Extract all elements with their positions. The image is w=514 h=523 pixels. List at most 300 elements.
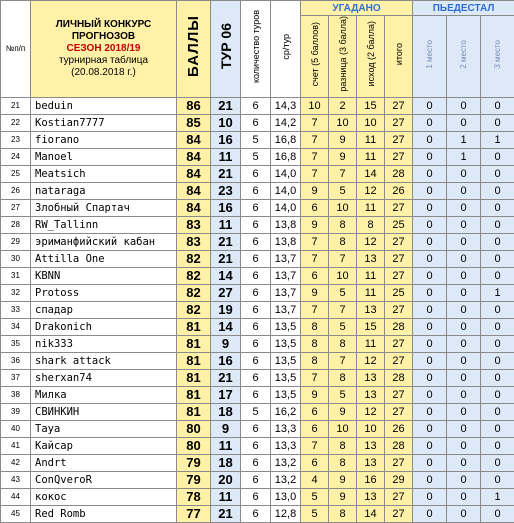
tours-count: 5 [241,131,271,148]
header-tours-count: количество туров [241,1,271,98]
tour-score: 21 [211,250,241,267]
player-name: Kostian7777 [31,114,177,131]
player-name: Милка [31,386,177,403]
second-place-count: 0 [447,284,481,301]
exact-score-count: 8 [301,335,329,352]
guessed-total: 25 [385,284,413,301]
total-score: 84 [177,131,211,148]
first-place-count: 0 [413,352,447,369]
difference-count: 8 [329,505,357,522]
outcome-count: 14 [357,505,385,522]
row-number: 34 [1,318,31,335]
tour-score: 18 [211,454,241,471]
player-name: sherxan74 [31,369,177,386]
tour-score: 11 [211,148,241,165]
table-row [1,420,514,437]
player-name: Кайсар [31,437,177,454]
guessed-total: 27 [385,233,413,250]
row-number: 32 [1,284,31,301]
row-number: 25 [1,165,31,182]
total-score: 79 [177,471,211,488]
outcome-count: 16 [357,471,385,488]
tours-count: 6 [241,369,271,386]
exact-score-count: 6 [301,199,329,216]
table-row [1,505,514,522]
average-per-tour: 13,8 [271,216,301,233]
table-row [1,335,514,352]
tours-count: 6 [241,165,271,182]
tour-score: 21 [211,505,241,522]
average-per-tour: 14,2 [271,114,301,131]
exact-score-count: 7 [301,165,329,182]
third-place-count: 0 [481,114,514,131]
first-place-count: 0 [413,114,447,131]
row-number: 26 [1,182,31,199]
tours-count: 6 [241,386,271,403]
difference-count: 8 [329,335,357,352]
row-number: 31 [1,267,31,284]
outcome-count: 11 [357,335,385,352]
header-place-3: 3 место [481,16,514,98]
average-per-tour: 13,2 [271,471,301,488]
subtitle-line-2: (20.08.2018 г.) [31,67,176,79]
average-per-tour: 13,7 [271,250,301,267]
guessed-total: 27 [385,148,413,165]
table-row [1,216,514,233]
table-row [1,437,514,454]
guessed-total: 25 [385,216,413,233]
row-number: 43 [1,471,31,488]
second-place-count: 0 [447,233,481,250]
table-row [1,386,514,403]
player-name: СВИНКИН [31,403,177,420]
third-place-count: 0 [481,148,514,165]
average-per-tour: 14,0 [271,165,301,182]
exact-score-count: 7 [301,301,329,318]
average-per-tour: 16,8 [271,131,301,148]
exact-score-count: 5 [301,488,329,505]
second-place-count: 1 [447,131,481,148]
second-place-count: 0 [447,488,481,505]
header-balls: БАЛЛЫ [177,1,211,98]
difference-count: 9 [329,131,357,148]
row-number: 37 [1,369,31,386]
guessed-total: 27 [385,488,413,505]
second-place-count: 0 [447,335,481,352]
row-number: 28 [1,216,31,233]
player-name: Drakonich [31,318,177,335]
tour-score: 14 [211,318,241,335]
first-place-count: 0 [413,454,447,471]
third-place-count: 0 [481,437,514,454]
exact-score-count: 4 [301,471,329,488]
row-number: 40 [1,420,31,437]
tours-count: 6 [241,471,271,488]
guessed-total: 28 [385,165,413,182]
total-score: 81 [177,318,211,335]
exact-score-count: 7 [301,369,329,386]
row-number: 36 [1,352,31,369]
first-place-count: 0 [413,131,447,148]
second-place-count: 0 [447,471,481,488]
player-name: Red Romb [31,505,177,522]
second-place-count: 0 [447,199,481,216]
first-place-count: 0 [413,386,447,403]
player-name: beduin [31,97,177,114]
first-place-count: 0 [413,403,447,420]
outcome-count: 12 [357,403,385,420]
guessed-total: 27 [385,454,413,471]
guessed-total: 27 [385,335,413,352]
third-place-count: 0 [481,352,514,369]
second-place-count: 0 [447,301,481,318]
total-score: 81 [177,369,211,386]
tours-count: 6 [241,216,271,233]
row-number: 41 [1,437,31,454]
outcome-count: 13 [357,369,385,386]
tours-count: 6 [241,267,271,284]
first-place-count: 0 [413,301,447,318]
guessed-total: 29 [385,471,413,488]
exact-score-count: 6 [301,454,329,471]
total-score: 86 [177,97,211,114]
table-row [1,199,514,216]
row-number: 42 [1,454,31,471]
tour-score: 11 [211,437,241,454]
first-place-count: 0 [413,165,447,182]
exact-score-count: 6 [301,403,329,420]
first-place-count: 0 [413,488,447,505]
title-line-1: ЛИЧНЫЙ КОНКУРС [31,19,176,31]
tour-score: 21 [211,97,241,114]
second-place-count: 0 [447,114,481,131]
third-place-count: 0 [481,267,514,284]
difference-count: 5 [329,386,357,403]
exact-score-count: 8 [301,352,329,369]
tour-score: 11 [211,488,241,505]
third-place-count: 0 [481,250,514,267]
second-place-count: 0 [447,352,481,369]
table-row [1,369,514,386]
total-score: 81 [177,403,211,420]
outcome-count: 15 [357,318,385,335]
guessed-total: 27 [385,199,413,216]
table-row [1,301,514,318]
tour-score: 11 [211,216,241,233]
average-per-tour: 14,0 [271,182,301,199]
tour-score: 16 [211,131,241,148]
header-tour: ТУР 06 [211,1,241,98]
tours-count: 6 [241,199,271,216]
guessed-total: 27 [385,301,413,318]
difference-count: 8 [329,454,357,471]
total-score: 79 [177,454,211,471]
table-row [1,454,514,471]
third-place-count: 0 [481,505,514,522]
row-number: 24 [1,148,31,165]
row-number: 29 [1,233,31,250]
tours-count: 6 [241,437,271,454]
difference-count: 8 [329,233,357,250]
exact-score-count: 7 [301,250,329,267]
table-row [1,165,514,182]
difference-count: 8 [329,437,357,454]
third-place-count: 0 [481,471,514,488]
header-exact-score: счет (5 баллов) [301,16,329,98]
row-number: 21 [1,97,31,114]
average-per-tour: 13,3 [271,420,301,437]
tours-count: 6 [241,114,271,131]
average-per-tour: 13,7 [271,267,301,284]
header-difference: разница (3 балла) [329,16,357,98]
tour-score: 10 [211,114,241,131]
player-name: fiorano [31,131,177,148]
total-score: 84 [177,148,211,165]
average-per-tour: 13,3 [271,437,301,454]
exact-score-count: 8 [301,318,329,335]
table-row [1,403,514,420]
outcome-count: 10 [357,114,385,131]
player-name: Andrt [31,454,177,471]
player-name: Attilla One [31,250,177,267]
guessed-total: 27 [385,114,413,131]
guessed-total: 27 [385,403,413,420]
tours-count: 6 [241,284,271,301]
tours-count: 6 [241,233,271,250]
table-row [1,97,514,114]
table-row [1,267,514,284]
average-per-tour: 13,8 [271,233,301,250]
first-place-count: 0 [413,216,447,233]
tours-count: 6 [241,301,271,318]
exact-score-count: 10 [301,97,329,114]
exact-score-count: 7 [301,114,329,131]
guessed-total: 27 [385,131,413,148]
row-number: 35 [1,335,31,352]
player-name: Manoel [31,148,177,165]
outcome-count: 13 [357,301,385,318]
tours-count: 5 [241,148,271,165]
row-number: 23 [1,131,31,148]
outcome-count: 13 [357,437,385,454]
total-score: 77 [177,505,211,522]
table-row [1,182,514,199]
guessed-total: 28 [385,437,413,454]
third-place-count: 0 [481,454,514,471]
second-place-count: 0 [447,216,481,233]
average-per-tour: 13,2 [271,454,301,471]
second-place-count: 0 [447,318,481,335]
tours-count: 6 [241,250,271,267]
guessed-total: 27 [385,97,413,114]
third-place-count: 0 [481,233,514,250]
first-place-count: 0 [413,369,447,386]
total-score: 84 [177,199,211,216]
first-place-count: 0 [413,505,447,522]
table-row [1,488,514,505]
header-npp: №п/п [1,1,31,98]
row-number: 33 [1,301,31,318]
third-place-count: 1 [481,284,514,301]
difference-count: 8 [329,216,357,233]
second-place-count: 0 [447,403,481,420]
tours-count: 6 [241,488,271,505]
header-total: итого [385,16,413,98]
average-per-tour: 13,5 [271,369,301,386]
first-place-count: 0 [413,199,447,216]
total-score: 83 [177,233,211,250]
difference-count: 7 [329,352,357,369]
second-place-count: 0 [447,182,481,199]
guessed-total: 26 [385,182,413,199]
tour-score: 27 [211,284,241,301]
outcome-count: 11 [357,131,385,148]
tours-count: 5 [241,403,271,420]
second-place-count: 0 [447,454,481,471]
average-per-tour: 13,0 [271,488,301,505]
outcome-count: 13 [357,386,385,403]
table-row [1,352,514,369]
outcome-count: 10 [357,420,385,437]
average-per-tour: 16,8 [271,148,301,165]
third-place-count: 1 [481,488,514,505]
player-name: KBNN [31,267,177,284]
first-place-count: 0 [413,318,447,335]
difference-count: 5 [329,318,357,335]
row-number: 39 [1,403,31,420]
outcome-count: 13 [357,250,385,267]
total-score: 81 [177,386,211,403]
outcome-count: 13 [357,454,385,471]
outcome-count: 11 [357,284,385,301]
difference-count: 2 [329,97,357,114]
difference-count: 7 [329,301,357,318]
table-row [1,114,514,131]
first-place-count: 0 [413,335,447,352]
tour-score: 18 [211,403,241,420]
player-name: Злобный Спартач [31,199,177,216]
tours-count: 6 [241,420,271,437]
third-place-count: 0 [481,420,514,437]
average-per-tour: 13,5 [271,318,301,335]
second-place-count: 0 [447,250,481,267]
exact-score-count: 6 [301,267,329,284]
third-place-count: 0 [481,403,514,420]
second-place-count: 0 [447,369,481,386]
second-place-count: 0 [447,165,481,182]
header-place-2: 2 место [447,16,481,98]
average-per-tour: 14,0 [271,199,301,216]
outcome-count: 14 [357,165,385,182]
difference-count: 9 [329,488,357,505]
tour-score: 20 [211,471,241,488]
outcome-count: 11 [357,148,385,165]
exact-score-count: 9 [301,182,329,199]
exact-score-count: 9 [301,216,329,233]
total-score: 82 [177,250,211,267]
first-place-count: 0 [413,97,447,114]
tour-score: 16 [211,352,241,369]
player-name: nataraga [31,182,177,199]
tours-count: 6 [241,335,271,352]
guessed-total: 27 [385,250,413,267]
header-outcome: исход (2 балла) [357,16,385,98]
difference-count: 10 [329,420,357,437]
row-number: 38 [1,386,31,403]
average-per-tour: 16,2 [271,403,301,420]
first-place-count: 0 [413,420,447,437]
player-name: ConQveroR [31,471,177,488]
player-name: спадар [31,301,177,318]
table-row [1,284,514,301]
player-name: Taya [31,420,177,437]
outcome-count: 11 [357,267,385,284]
total-score: 84 [177,182,211,199]
difference-count: 10 [329,267,357,284]
guessed-total: 27 [385,267,413,284]
outcome-count: 11 [357,199,385,216]
header-pedestal-group: ПЬЕДЕСТАЛ [413,1,514,16]
subtitle-line-1: турнирная таблица [31,55,176,67]
title-line-2: ПРОГНОЗОВ [31,31,176,43]
outcome-count: 12 [357,233,385,250]
guessed-total: 27 [385,505,413,522]
outcome-count: 12 [357,182,385,199]
second-place-count: 0 [447,505,481,522]
total-score: 82 [177,267,211,284]
tours-count: 6 [241,97,271,114]
exact-score-count: 7 [301,233,329,250]
total-score: 78 [177,488,211,505]
guessed-total: 27 [385,386,413,403]
exact-score-count: 5 [301,505,329,522]
second-place-count: 0 [447,97,481,114]
outcome-count: 13 [357,488,385,505]
exact-score-count: 7 [301,148,329,165]
difference-count: 5 [329,182,357,199]
row-number: 22 [1,114,31,131]
player-name: RW_Tallinn [31,216,177,233]
third-place-count: 0 [481,182,514,199]
difference-count: 5 [329,284,357,301]
row-number: 27 [1,199,31,216]
first-place-count: 0 [413,182,447,199]
first-place-count: 0 [413,437,447,454]
difference-count: 7 [329,250,357,267]
third-place-count: 0 [481,216,514,233]
table-row [1,148,514,165]
second-place-count: 0 [447,267,481,284]
second-place-count: 1 [447,148,481,165]
tour-score: 21 [211,233,241,250]
third-place-count: 0 [481,386,514,403]
row-number: 30 [1,250,31,267]
player-name: nik333 [31,335,177,352]
tours-count: 6 [241,454,271,471]
total-score: 82 [177,301,211,318]
difference-count: 7 [329,165,357,182]
second-place-count: 0 [447,386,481,403]
table-row [1,233,514,250]
contest-title [31,1,177,98]
difference-count: 9 [329,403,357,420]
guessed-total: 26 [385,420,413,437]
outcome-count: 8 [357,216,385,233]
player-name: кокос [31,488,177,505]
tour-score: 14 [211,267,241,284]
first-place-count: 0 [413,233,447,250]
average-per-tour: 13,7 [271,284,301,301]
